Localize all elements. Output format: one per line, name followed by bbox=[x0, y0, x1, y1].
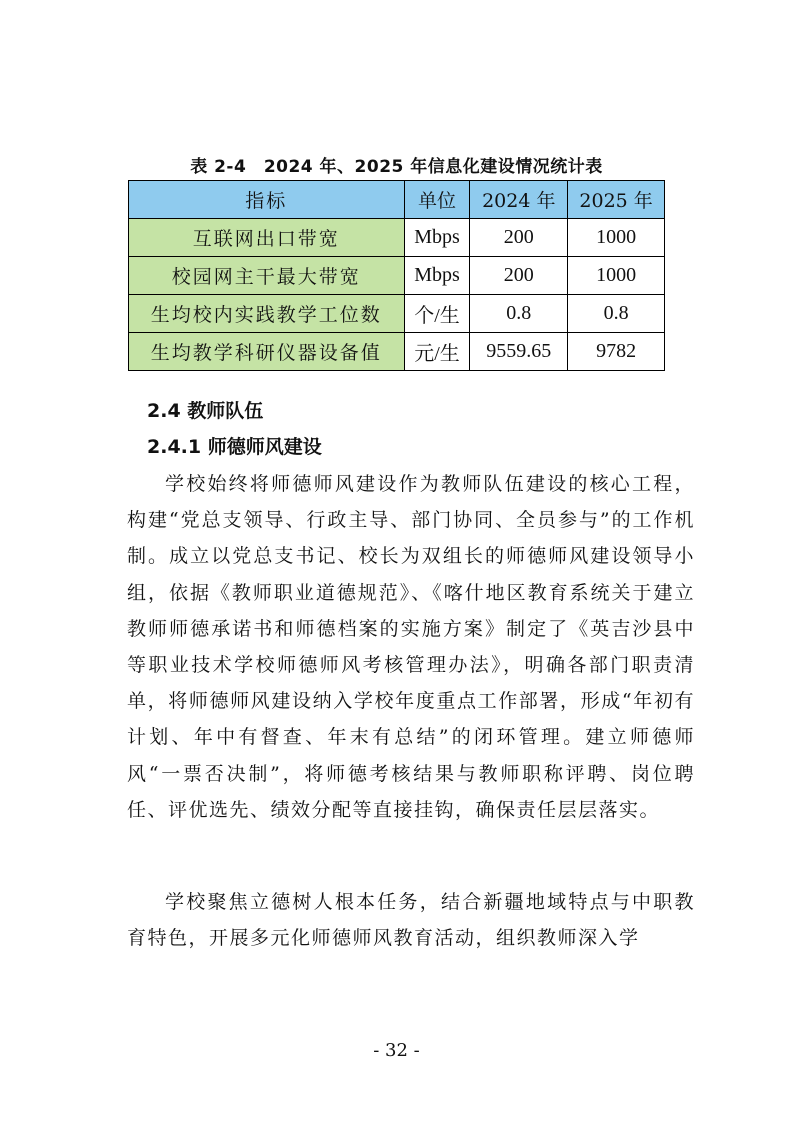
header-indicator: 指标 bbox=[129, 181, 405, 219]
value-2024-cell: 200 bbox=[470, 219, 568, 257]
header-unit: 单位 bbox=[404, 181, 470, 219]
value-2024-cell: 9559.65 bbox=[470, 333, 568, 371]
body-paragraph: 学校聚焦立德树人根本任务，结合新疆地域特点与中职教育特色，开展多元化师德师风教育活动，组织教师深入学 bbox=[127, 891, 695, 950]
header-2025: 2025 年 bbox=[568, 181, 665, 219]
value-2024-cell: 200 bbox=[470, 257, 568, 295]
value-2024-cell: 0.8 bbox=[470, 295, 568, 333]
table-header-row bbox=[129, 181, 665, 219]
indicator-cell: 校园网主干最大带宽 bbox=[129, 257, 405, 295]
indicator-cell: 互联网出口带宽 bbox=[129, 219, 405, 257]
unit-cell: 个/生 bbox=[404, 295, 470, 333]
unit-cell: Mbps bbox=[404, 219, 470, 257]
info-construction-table bbox=[128, 180, 665, 371]
unit-cell: Mbps bbox=[404, 257, 470, 295]
section-heading: 2.4 教师队伍 bbox=[147, 400, 264, 422]
indicator-cell: 生均教学科研仪器设备值 bbox=[129, 333, 405, 371]
table-row bbox=[129, 257, 665, 295]
subsection-heading: 2.4.1 师德师风建设 bbox=[147, 436, 322, 458]
page-number: - 32 - bbox=[373, 1040, 420, 1061]
value-2025-cell: 9782 bbox=[568, 333, 665, 371]
unit-cell: 元/生 bbox=[404, 333, 470, 371]
table-caption: 表 2-4 2024 年、2025 年信息化建设情况统计表 bbox=[190, 157, 603, 177]
body-paragraph: 学校始终将师德师风建设作为教师队伍建设的核心工程，构建“党总支领导、行政主导、部门协同、全员参与”的工作机制。成立以党总支书记、校长为双组长的师德师风建设领导小组，依据《教师职业道德规范》、《喀什地区教育系统关于建立教师师德承诺书和师德档案的实施方案》制定了《英吉沙县中等职业技术学校师德师风考核管理办法》，明确各部门职责清单，将师德师风建设纳入学校年度重点工作部署，形成“年初有计划、年中有督查、年末有总结”的闭环管理。建立师德师风“一票否决制”，将师德考核结果与教师职称评聘、岗位聘任、评优选先、绩效分配等直接挂钩，确保责任层层落实。 bbox=[127, 473, 695, 821]
value-2025-cell: 0.8 bbox=[568, 295, 665, 333]
value-2025-cell: 1000 bbox=[568, 257, 665, 295]
table-row bbox=[129, 295, 665, 333]
table-row bbox=[129, 333, 665, 371]
indicator-cell: 生均校内实践教学工位数 bbox=[129, 295, 405, 333]
header-2024: 2024 年 bbox=[470, 181, 568, 219]
value-2025-cell: 1000 bbox=[568, 219, 665, 257]
table-row bbox=[129, 219, 665, 257]
